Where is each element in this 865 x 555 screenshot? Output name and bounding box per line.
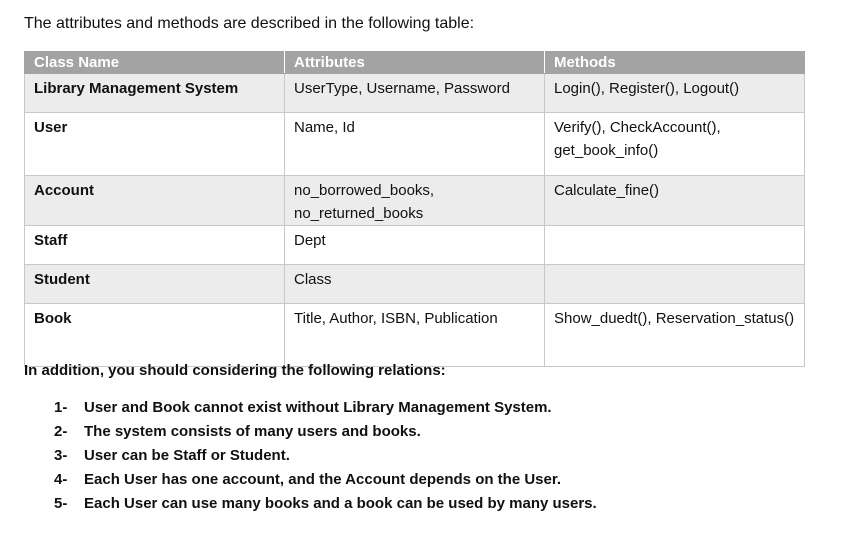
list-item-text: Each User has one account, and the Account depends on the User. — [84, 471, 562, 488]
list-item-number: 1- — [54, 399, 68, 416]
list-item — [54, 422, 597, 446]
table-header-row — [25, 52, 805, 74]
attributes-cell: no_borrowed_books, no_returned_books — [285, 176, 545, 226]
class-name-cell: Staff — [25, 226, 285, 265]
table-row — [25, 265, 805, 304]
class-name-cell: Student — [25, 265, 285, 304]
intro-text: The attributes and methods are described in the following table: — [24, 15, 475, 32]
table-row — [25, 226, 805, 265]
class-name-cell: Library Management System — [25, 74, 285, 113]
methods-cell: Login(), Register(), Logout() — [545, 74, 805, 113]
class-name-cell: User — [25, 113, 285, 176]
list-item-text: User and Book cannot exist without Library Management System. — [84, 399, 552, 416]
methods-cell — [545, 265, 805, 304]
methods-cell: Show_duedt(), Reservation_status() — [545, 304, 805, 367]
header-attributes: Attributes — [285, 52, 545, 74]
relations-list — [54, 398, 597, 518]
attributes-cell: Dept — [285, 226, 545, 265]
class-name-cell: Book — [25, 304, 285, 367]
header-methods: Methods — [545, 52, 805, 74]
table-body — [25, 74, 805, 367]
list-item-number: 4- — [54, 471, 68, 488]
list-item-number: 3- — [54, 447, 68, 464]
list-item-text: Each User can use many books and a book can be used by many users. — [84, 495, 597, 512]
attributes-cell: UserType, Username, Password — [285, 74, 545, 113]
list-item — [54, 446, 597, 470]
methods-cell: Verify(), CheckAccount(), get_book_info() — [545, 113, 805, 176]
table-row — [25, 113, 805, 176]
attributes-cell: Name, Id — [285, 113, 545, 176]
list-item-text: User can be Staff or Student. — [84, 447, 290, 464]
header-class-name: Class Name — [25, 52, 285, 74]
relations-title: In addition, you should considering the following relations: — [24, 362, 446, 379]
methods-cell: Calculate_fine() — [545, 176, 805, 226]
attributes-cell: Title, Author, ISBN, Publication — [285, 304, 545, 367]
list-item-number: 5- — [54, 495, 68, 512]
table-row — [25, 304, 805, 367]
class-table — [24, 51, 805, 367]
list-item — [54, 494, 597, 518]
class-name-cell: Account — [25, 176, 285, 226]
list-item — [54, 470, 597, 494]
attributes-cell: Class — [285, 265, 545, 304]
table-row — [25, 176, 805, 226]
list-item-number: 2- — [54, 423, 68, 440]
table-row — [25, 74, 805, 113]
list-item-text: The system consists of many users and books. — [84, 423, 421, 440]
list-item — [54, 398, 597, 422]
table-header — [25, 52, 805, 74]
methods-cell — [545, 226, 805, 265]
